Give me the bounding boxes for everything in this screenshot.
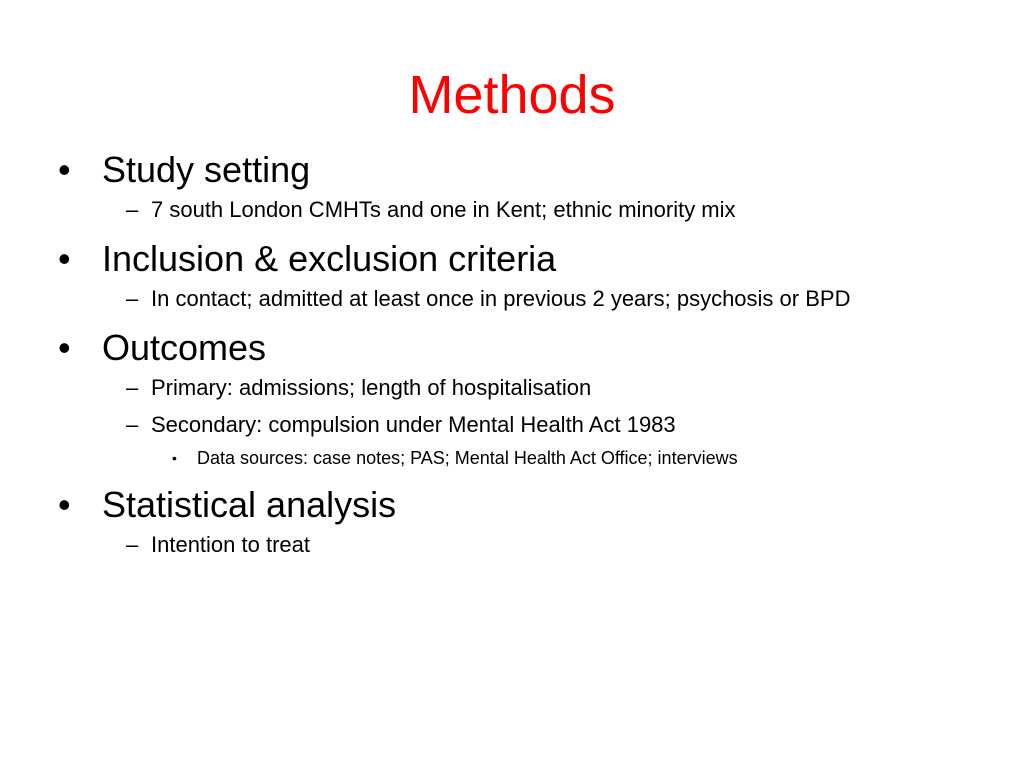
dash-icon: – (126, 286, 139, 311)
bullet-text: Statistical analysis (102, 484, 397, 525)
sub-bullet-text: Secondary: compulsion under Mental Health Act 1983 (151, 412, 676, 437)
bullet-item (0, 235, 1024, 283)
dash-icon: – (126, 412, 139, 437)
sub-bullet-item (0, 195, 1024, 225)
bullet-item (0, 481, 1024, 529)
sub-bullet-text: In contact; admitted at least once in previous 2 years; psychosis or BPD (151, 286, 851, 311)
bullet-text: Outcomes (102, 327, 267, 368)
bullet-icon: • (58, 149, 71, 190)
sub-bullet-item (0, 373, 1024, 403)
bullet-list (0, 146, 1024, 560)
bullet-icon: • (58, 327, 71, 368)
bullet-icon: • (58, 484, 71, 525)
bullet-item (0, 146, 1024, 194)
dash-icon: – (126, 197, 139, 222)
sub-bullet-text: Intention to treat (151, 532, 310, 557)
sub-sub-bullet-item (0, 445, 1024, 471)
bullet-text: Inclusion & exclusion criteria (102, 238, 557, 279)
sub-bullet-text: Primary: admissions; length of hospitalisation (151, 375, 592, 400)
sub-bullet-text: 7 south London CMHTs and one in Kent; ethnic minority mix (151, 197, 736, 222)
sub-bullet-item (0, 530, 1024, 560)
sub-sub-bullet-text: Data sources: case notes; PAS; Mental Health Act Office; interviews (197, 448, 738, 468)
bullet-text: Study setting (102, 149, 311, 190)
dash-icon: – (126, 532, 139, 557)
sub-bullet-item (0, 410, 1024, 440)
bullet-item (0, 324, 1024, 372)
dash-icon: – (126, 375, 139, 400)
sub-bullet-item (0, 284, 1024, 314)
bullet-icon: • (58, 238, 71, 279)
bullet-icon: • (172, 450, 177, 466)
slide-title: Methods (408, 65, 616, 125)
